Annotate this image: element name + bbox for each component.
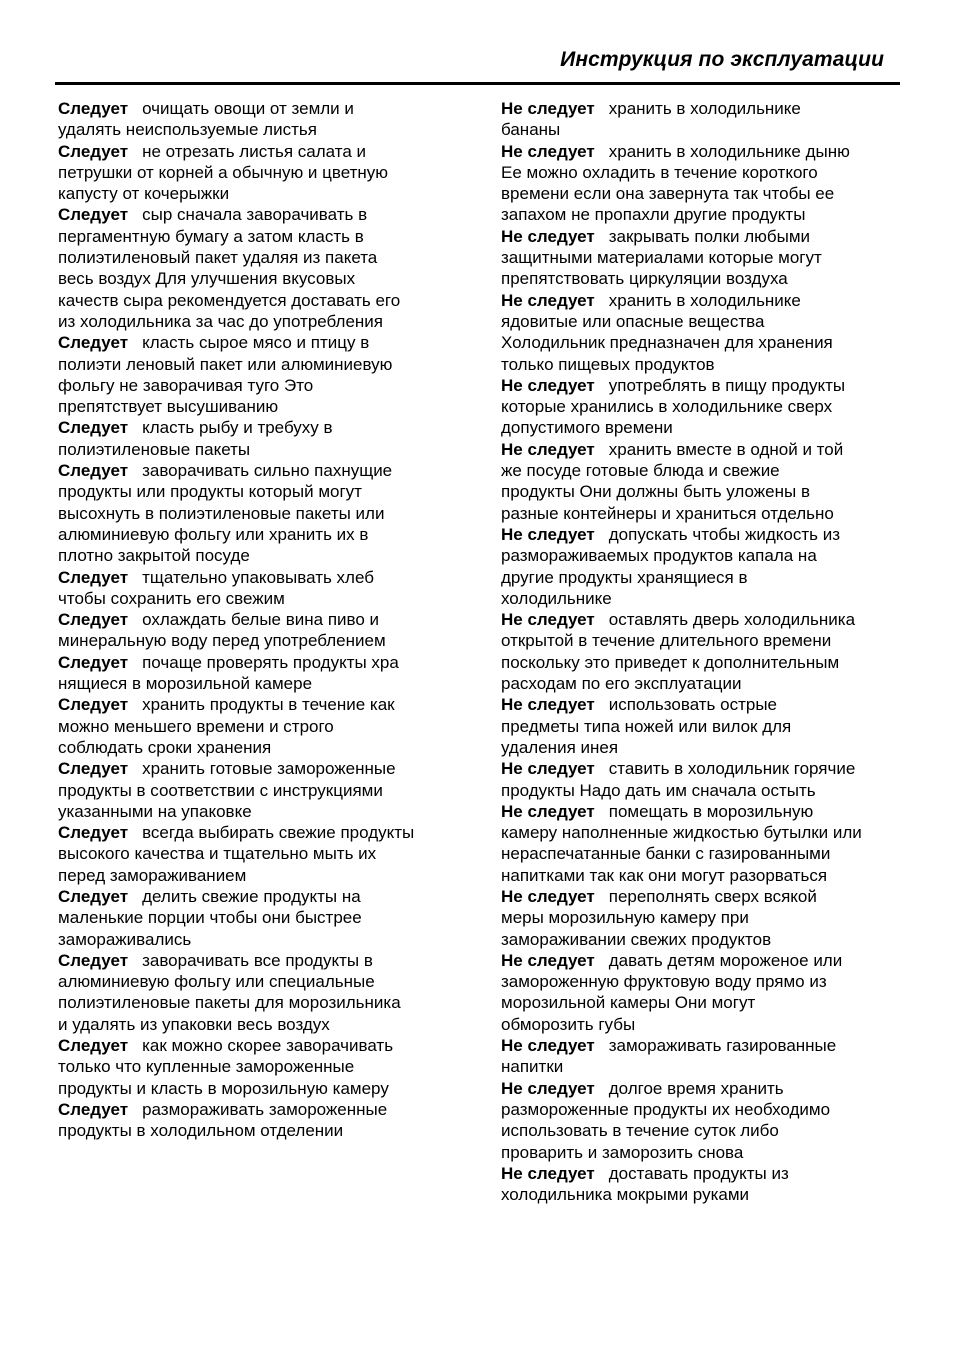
item-text-line: холодильнике [501, 588, 612, 608]
item-text-line: допускать чтобы жидкость из [608, 524, 840, 544]
item-text-line: чтобы сохранить его свежим [58, 588, 285, 608]
should-item [58, 652, 468, 695]
item-text-line: нящиеся в морозильной камере [58, 674, 313, 694]
item-text-line: соблюдать сроки хранения [58, 737, 272, 757]
item-text-line: сыр сначала заворачивать в [142, 205, 368, 225]
item-text-line: и удалять из упаковки весь воздух [58, 1014, 330, 1034]
item-text-line: замораживались [58, 929, 192, 949]
should-not-item [501, 801, 911, 886]
should-item [58, 1099, 468, 1142]
should-not-item [501, 758, 911, 801]
item-text-line: хранить в холодильнике [608, 99, 801, 118]
item-text-line: алюминиевую фольгу или хранить их в [58, 524, 369, 544]
item-text-line: плотно закрытой посуде [58, 546, 250, 566]
item-keyword: Следует [58, 99, 129, 118]
item-text-line: меры морозильную камеру при [501, 908, 749, 928]
should-not-item [501, 375, 911, 439]
item-text-line: продукты Они должны быть уложены в [501, 482, 810, 502]
should-not-item [501, 439, 911, 524]
item-text-line: заворачивать все продукты в [142, 950, 373, 970]
item-text-line: защитными материалами которые могут [501, 248, 822, 268]
item-keyword: Не следует [501, 524, 595, 544]
item-text-line: класть сырое мясо и птицу в [142, 333, 370, 353]
item-text-line: высохнуть в полиэтиленовые пакеты или [58, 503, 385, 523]
item-keyword: Не следует [501, 886, 595, 906]
item-text-line: не отрезать листья салата и [142, 141, 367, 161]
item-text-line: употреблять в пищу продукты [608, 375, 846, 395]
item-text-line: удалять неиспользуемые листья [58, 120, 317, 140]
should-not-item [501, 98, 911, 141]
item-text-line: долгое время хранить [608, 1078, 784, 1098]
item-text-line: хранить в холодильнике [608, 290, 801, 310]
item-keyword: Не следует [501, 1163, 595, 1183]
item-text-line: только пищевых продуктов [501, 354, 715, 374]
should-item [58, 758, 468, 822]
item-text-line: проварить и заморозить снова [501, 1142, 744, 1162]
item-text-line: высокого качества и тщательно мыть их [58, 844, 377, 864]
item-text-line: продукты в холодильном отделении [58, 1121, 344, 1141]
should-not-item [501, 1163, 911, 1206]
item-text-line: заворачивать сильно пахнущие [142, 461, 393, 481]
item-text-line: напитками так как они могут разорваться [501, 865, 828, 885]
item-text-line: петрушки от корней а обычную и цветную [58, 162, 389, 182]
should-item [58, 694, 468, 758]
item-text-line: предметы типа ножей или вилок для [501, 716, 792, 736]
item-text-line: делить свежие продукты на [142, 886, 361, 906]
should-not-item [501, 694, 911, 758]
item-keyword: Следует [58, 461, 129, 481]
should-item [58, 609, 468, 652]
item-text-line: класть рыбу и требуху в [142, 418, 333, 438]
item-text-line: замораживать газированные [608, 1036, 837, 1056]
item-keyword: Следует [58, 205, 129, 225]
item-text-line: полиэтиленовые пакеты [58, 439, 251, 459]
item-text-line: размороженные продукты их необходимо [501, 1099, 831, 1119]
should-item [58, 950, 468, 1035]
item-text-line: которые хранились в холодильнике сверх [501, 397, 833, 417]
item-text-line: весь воздух Для улучшения вкусовых [58, 269, 356, 289]
item-text-line: очищать овощи от земли и [142, 99, 354, 118]
item-keyword: Не следует [501, 439, 595, 459]
item-text-line: маленькие порции чтобы они быстрее [58, 908, 362, 928]
item-keyword: Не следует [501, 801, 595, 821]
item-text-line: открытой в течение длительного времени [501, 631, 832, 651]
should-item [58, 822, 468, 886]
item-keyword: Следует [58, 823, 129, 843]
item-keyword: Следует [58, 567, 129, 587]
item-text-line: запахом не пропахли другие продукты [501, 205, 806, 225]
item-keyword: Не следует [501, 759, 595, 779]
item-text-line: давать детям мороженое или [608, 950, 843, 970]
item-text-line: тщательно упаковывать хлеб [142, 567, 374, 587]
item-text-line: же посуде готовые блюда и свежие [501, 461, 780, 481]
item-text-line: продукты Надо дать им сначала остыть [501, 780, 816, 800]
item-text-line: можно меньшего времени и строго [58, 716, 334, 736]
item-text-line: минеральную воду перед употреблением [58, 631, 386, 651]
item-keyword: Не следует [501, 950, 595, 970]
item-text-line: фольгу не заворачивая туго Это [58, 375, 314, 395]
item-text-line: оставлять дверь холодильника [608, 610, 856, 630]
item-text-line: времени если она завернута так чтобы ее [501, 184, 835, 204]
should-not-item [501, 950, 911, 1035]
item-text-line: препятствовать циркуляции воздуха [501, 269, 788, 289]
item-text-line: как можно скорее заворачивать [142, 1036, 394, 1056]
item-text-line: качеств сыра рекомендуется доставать его [58, 290, 401, 310]
should-item [58, 204, 468, 332]
item-text-line: полиэти леновый пакет или алюминиевую [58, 354, 393, 374]
should-item [58, 417, 468, 460]
item-text-line: почаще проверять продукты хра [142, 652, 399, 672]
item-text-line: камеру наполненные жидкостью бутылки или [501, 823, 862, 843]
should-item [58, 567, 468, 610]
item-text-line: пергаментную бумагу а затом класть в [58, 226, 364, 246]
item-text-line: использовать острые [608, 695, 778, 715]
item-text-line: указанными на упаковке [58, 801, 252, 821]
item-keyword: Следует [58, 333, 129, 353]
item-keyword: Следует [58, 950, 129, 970]
item-text-line: полиэтиленовый пакет удаляя из пакета [58, 248, 378, 268]
item-text-line: замораживании свежих продуктов [501, 929, 772, 949]
item-text-line: переполнять сверх всякой [608, 886, 817, 906]
item-text-line: ядовитые или опасные вещества [501, 311, 765, 331]
item-text-line: алюминиевую фольгу или специальные [58, 972, 375, 992]
item-text-line: морозильной камеры Они могут [501, 993, 756, 1013]
item-text-line: хранить в холодильнике дыню [608, 141, 850, 161]
item-text-line: допустимого времени [501, 418, 673, 438]
item-text-line: только что купленные замороженные [58, 1057, 355, 1077]
should-not-item [501, 1035, 911, 1078]
item-text-line: расходам по его эксплуатации [501, 674, 742, 694]
item-text-line: полиэтиленовые пакеты для морозильника [58, 993, 401, 1013]
item-keyword: Следует [58, 610, 129, 630]
item-keyword: Не следует [501, 226, 595, 246]
item-keyword: Не следует [501, 141, 595, 161]
item-text-line: размораживать замороженные [142, 1099, 388, 1119]
item-text-line: капусту от кочерыжки [58, 184, 230, 204]
should-not-item [501, 290, 911, 375]
should-not-item [501, 141, 911, 226]
item-keyword: Следует [58, 759, 129, 779]
item-text-line: обморозить губы [501, 1014, 636, 1034]
item-text-line: другие продукты хранящиеся в [501, 567, 748, 587]
should-item [58, 1035, 468, 1099]
item-keyword: Не следует [501, 290, 595, 310]
item-text-line: ставить в холодильник горячие [608, 759, 856, 779]
item-text-line: размораживаемых продуктов капала на [501, 546, 817, 566]
item-keyword: Не следует [501, 375, 595, 395]
item-keyword: Не следует [501, 1036, 595, 1056]
item-keyword: Следует [58, 652, 129, 672]
item-text-line: продукты и класть в морозильную камеру [58, 1078, 389, 1098]
item-text-line: перед замораживанием [58, 865, 247, 885]
item-text-line: закрывать полки любыми [608, 226, 811, 246]
item-keyword: Следует [58, 418, 129, 438]
item-keyword: Следует [58, 141, 129, 161]
item-text-line: замороженную фруктовую воду прямо из [501, 972, 827, 992]
item-keyword: Не следует [501, 1078, 595, 1098]
item-text-line: напитки [501, 1057, 564, 1077]
should-not-item [501, 886, 911, 950]
item-keyword: Не следует [501, 99, 595, 118]
item-text-line: из холодильника за час до употребления [58, 311, 383, 331]
item-text-line: разные контейнеры и храниться отдельно [501, 503, 834, 523]
item-text-line: препятствует высушиванию [58, 397, 279, 417]
item-text-line: помещать в морозильную [608, 801, 814, 821]
right-column-should-not-list [501, 98, 911, 1205]
item-text-line: Холодильник предназначен для хранения [501, 333, 833, 353]
item-text-line: продукты в соответствии с инструкциями [58, 780, 383, 800]
should-not-item [501, 609, 911, 694]
item-text-line: Ее можно охладить в течение короткого [501, 162, 818, 182]
item-text-line: поскольку это приведет к дополнительным [501, 652, 840, 672]
item-keyword: Следует [58, 695, 129, 715]
should-item [58, 141, 468, 205]
item-text-line: доставать продукты из [608, 1163, 789, 1183]
item-text-line: хранить вместе в одной и той [608, 439, 844, 459]
should-item [58, 460, 468, 566]
item-keyword: Следует [58, 1036, 129, 1056]
item-text-line: хранить готовые замороженные [142, 759, 396, 779]
item-keyword: Не следует [501, 610, 595, 630]
item-text-line: хранить продукты в течение как [142, 695, 395, 715]
should-item [58, 886, 468, 950]
should-not-item [501, 1078, 911, 1163]
item-text-line: использовать в течение суток либо [501, 1121, 779, 1141]
item-keyword: Следует [58, 1099, 129, 1119]
item-text-line: охлаждать белые вина пиво и [142, 610, 380, 630]
item-text-line: нераспечатанные банки с газированными [501, 844, 831, 864]
item-keyword: Следует [58, 886, 129, 906]
item-text-line: продукты или продукты который могут [58, 482, 362, 502]
item-text-line: бананы [501, 120, 561, 140]
item-text-line: холодильника мокрыми руками [501, 1185, 750, 1205]
left-column-should-list [58, 98, 468, 1142]
item-text-line: всегда выбирать свежие продукты [142, 823, 415, 843]
item-keyword: Не следует [501, 695, 595, 715]
header-divider [55, 82, 900, 85]
should-item [58, 98, 468, 141]
should-not-item [501, 524, 911, 609]
should-item [58, 332, 468, 417]
should-not-item [501, 226, 911, 290]
item-text-line: удаления инея [501, 737, 619, 757]
page-title: Инструкция по эксплуатации [560, 48, 884, 71]
